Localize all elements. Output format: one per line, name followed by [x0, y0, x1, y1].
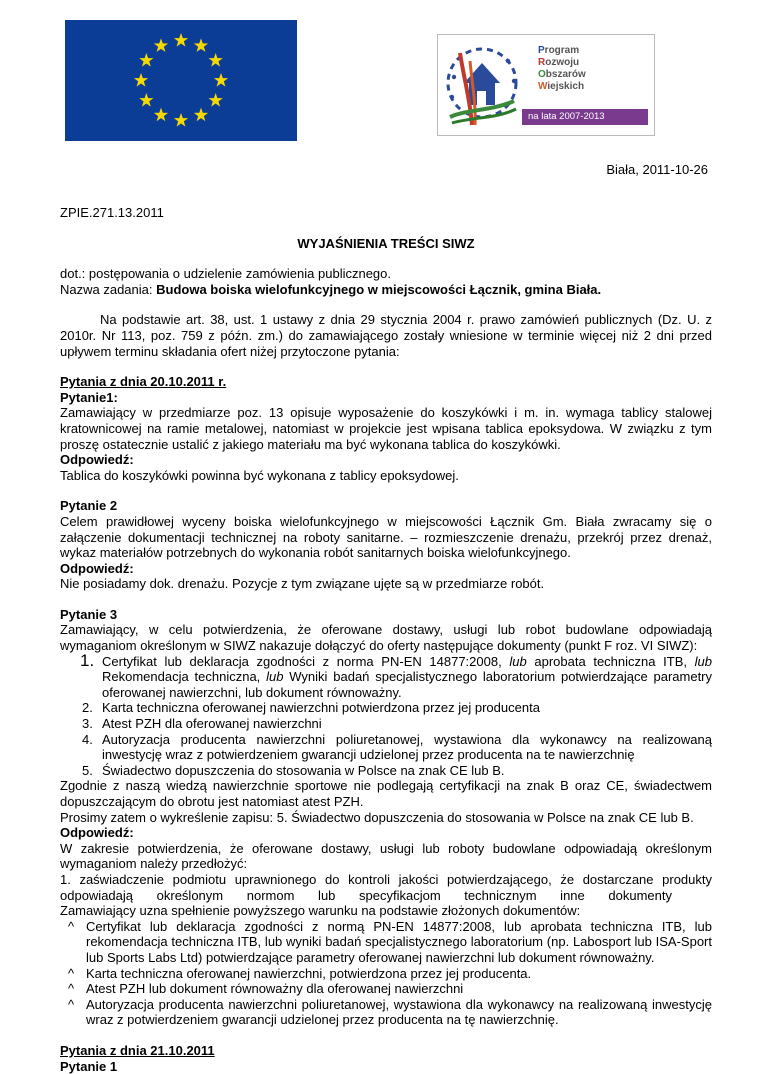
question-label: Pytanie1: [60, 390, 712, 406]
list-item: ^ Certyfikat lub deklaracja zgodności z normą PN-EN 14877:2008, lub aprobata techniczna ITB, lub rekomendacja techniczna ITB, lub wyniki badań specjalistycznego laboratorium (np. Labosport lub ISA-Sport lub Sports Labs Ltd) potwierdzające parametry oferowanej nawierzchni lub dokument równoważny. [60, 919, 712, 966]
answer-text: Zamawiający uzna spełnienie powyższego warunku na podstawie złożonych dokumentów: [60, 903, 712, 919]
answer-text: Tablica do koszykówki powinna być wykonana z tablicy epoksydowej. [60, 468, 712, 484]
prow-line-1: Program [538, 45, 586, 57]
section-heading-1: Pytania z dnia 20.10.2011 r. [60, 374, 712, 390]
question-text: Zamawiający w przedmiarze poz. 13 opisuje wyposażenie do koszykówki i m. in. wymaga tablicy stalowej kratownicowej na ramie metalowej, natomiast w projekcie jest wpisana tablica epoksydowa. W związku z tym proszę ostatecznie ustalić z jakiego materiału ma być wykonana tablica do koszykówki. [60, 405, 712, 452]
bullet-icon: ^ [68, 997, 74, 1013]
list-item: 2. Karta techniczna oferowanej nawierzchni potwierdzona przez jej producenta [60, 700, 712, 716]
prow-line-2: Rozwoju [538, 57, 586, 69]
question-text: Prosimy zatem o wykreślenie zapisu: 5. Świadectwo dopuszczenia do stosowania w Polsce na znak CE lub B. [60, 810, 712, 826]
question-text: Zamawiający, w celu potwierdzenia, że oferowane dostawy, usługi lub robot budowlane odpowiadają wymaganiom określonym w SIWZ nakazuje dołączyć do oferty następujące dokumenty (punkt F roz. VI SIWZ): [60, 622, 712, 653]
prow-line-3: Obszarów [538, 69, 586, 81]
answer-label: Odpowiedź: [60, 561, 712, 577]
question-label: Pytanie 3 [60, 607, 712, 623]
bullet-icon: ^ [68, 981, 74, 997]
question-label: Pytanie 1 [60, 1059, 712, 1074]
document-title: WYJAŚNIENIA TREŚCI SIWZ [60, 236, 712, 252]
list-item: 1. Certyfikat lub deklaracja zgodności z norma PN-EN 14877:2008, lub aprobata techniczna ITB, lub Rekomendacja techniczna, lub Wyniki badań specjalistycznego laboratorium potwierdzające parametry oferowanej nawierzchni, lub dokument równoważny. [60, 654, 712, 701]
task-name: Budowa boiska wielofunkcyjnego w miejscowości Łącznik, gmina Biała. [156, 282, 601, 297]
prow-logo-text [538, 45, 586, 93]
question-label: Pytanie 2 [60, 498, 712, 514]
task-label: Nazwa zadania: [60, 282, 156, 297]
question-text: Celem prawidłowej wyceny boiska wielofunkcyjnego w miejscowości Łącznik Gm. Biała zwracamy się o załączenie dokumentacji technicznej na roboty sanitarne. – rozmieszczenie drenażu, przekrój przez drenaż, wykaz materiałów potrzebnych do wykonania robót sanitarnych boiska wielofunkcyjnego. [60, 514, 712, 561]
list-item: ^ Karta techniczna oferowanej nawierzchni, potwierdzona przez jej producenta. [60, 966, 712, 982]
answer-text: W zakresie potwierdzenia, że oferowane dostawy, usługi lub roboty budowlane odpowiadają określonym wymaganiom należy przedłożyć: [60, 841, 712, 872]
prow-line-4: Wiejskich [538, 81, 586, 93]
list-item: ^ Autoryzacja producenta nawierzchni poliuretanowej, wystawiona dla wykonawcy na realizowaną inwestycję wraz z potwierdzeniem gwarancji udzielonej przez producenta na tę nawierzchnię. [60, 997, 712, 1028]
answer-text: 1. zaświadczenie podmiotu uprawnionego do kontroli jakości potwierdzającego, że dostarczane produkty [60, 872, 712, 888]
question-text: Zgodnie z naszą wiedzą nawierzchnie sportowe nie podlegają certyfikacji na znak B oraz CE, świadectwem dopuszczającym do obrotu jest natomiast atest PZH. [60, 778, 712, 809]
answer-text: odpowiadają określonym normom lub specyfikacjom technicznym inne dokumenty [60, 888, 712, 904]
list-item: 3. Atest PZH dla oferowanej nawierzchni [60, 716, 712, 732]
task-line [60, 282, 712, 298]
subject-line: dot.: postępowania o udzielenie zamówienia publicznego. [60, 266, 712, 282]
prow-years-bar: na lata 2007-2013 [522, 109, 648, 125]
accepted-documents-list [60, 919, 712, 1028]
list-item: 4. Autoryzacja producenta nawierzchni poliuretanowej, wystawiona dla wykonawcy na realizowaną inwestycję wraz z potwierdzeniem gwarancji udzielonej przez producenta na te nawierzchnię [60, 732, 712, 763]
answer-text: Nie posiadamy dok. drenażu. Pozycje z tym związane ujęte są w przedmiarze robót. [60, 576, 712, 592]
required-documents-list [60, 654, 712, 779]
bullet-icon: ^ [68, 919, 74, 935]
eu-flag-logo [65, 20, 297, 141]
place-date: Biała, 2011-10-26 [606, 162, 708, 178]
list-item: 5. Świadectwo dopuszczenia do stosowania w Polsce na znak CE lub B. [60, 763, 712, 779]
answer-label: Odpowiedź: [60, 825, 712, 841]
document-reference: ZPIE.271.13.2011 [60, 205, 712, 221]
list-item: ^ Atest PZH lub dokument równoważny dla oferowanej nawierzchni [60, 981, 712, 997]
section-heading-2: Pytania z dnia 21.10.2011 [60, 1043, 712, 1059]
prow-logo [437, 34, 655, 136]
answer-label: Odpowiedź: [60, 452, 712, 468]
intro-paragraph: Na podstawie art. 38, ust. 1 ustawy z dnia 29 stycznia 2004 r. prawo zamówień publicznych (Dz. U. z 2010r. Nr 113, poz. 759 z późn. zm.) do zamawiającego zostały wniesione w terminie więcej niż 2 dni przed upływem terminu składania ofert niżej przytoczone pytania: [60, 312, 712, 359]
prow-emblem-icon [442, 39, 524, 131]
bullet-icon: ^ [68, 966, 74, 982]
